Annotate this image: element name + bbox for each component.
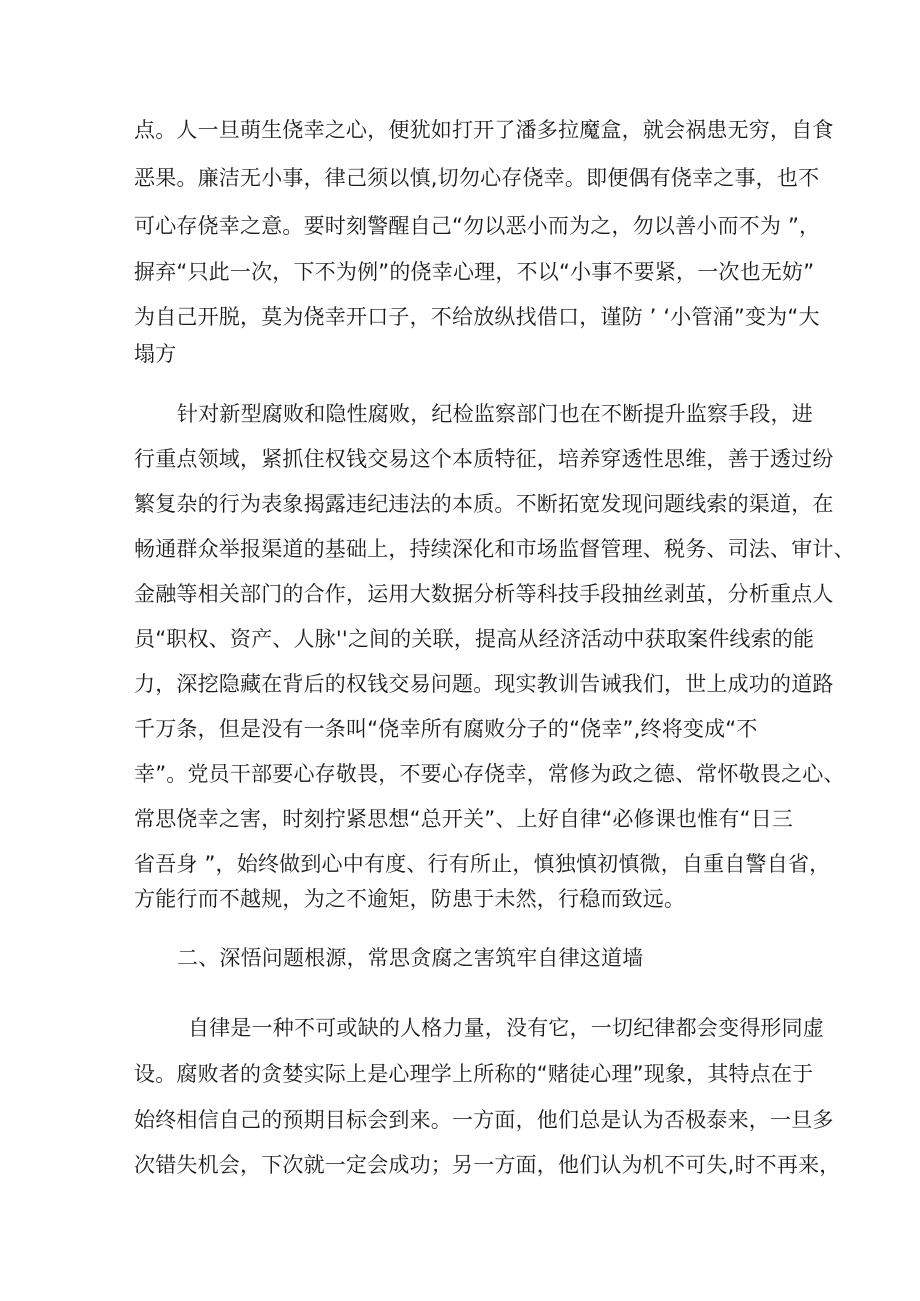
paragraph-line: 摒弃“只此一次，下不为例”的侥幸心理，不以“小事不要紧，一次也无妨” — [134, 260, 815, 284]
paragraph-line: 次错失机会，下次就一定会成功；另一方面，他们认为机不可失,时不再来， — [134, 1153, 841, 1177]
paragraph-line: 繁复杂的行为表象揭露违纪违法的本质。不断拓宽发现问题线索的渠道，在 — [134, 492, 834, 516]
paragraph-line: 塌方 — [134, 342, 177, 366]
heading-line: 二、深悟问题根源，常思贪腐之害筑牢自律这道墙 — [177, 946, 644, 970]
paragraph-line: 为自己开脱，莫为侥幸开口子，不给放纵找借口，谨防 ’ ‘小管涌”变为“大 — [134, 305, 820, 329]
paragraph-line: 方能行而不越规，为之不逾矩，防患于未然，行稳而致远。 — [134, 887, 686, 911]
paragraph-line: 常思侥幸之害，时刻拧紧思想“总开关”、上好自律“必修课也惟有“日三 — [134, 807, 794, 831]
paragraph-line: 可心存侥幸之意。要时刻警醒自己“勿以恶小而为之，勿以善小而不为 ”， — [134, 214, 821, 238]
paragraph-line: 千万条，但是没有一条叫“侥幸所有腐败分子的“侥幸”,终将变成“不 — [134, 717, 758, 741]
paragraph-line: 畅通群众举报渠道的基础上，持续深化和市场监督管理、税务、司法、审计、 — [134, 537, 855, 561]
paragraph-line: 自律是一种不可或缺的人格力量，没有它，一切纪律都会变得形同虚 — [188, 1016, 824, 1040]
paragraph-line: 针对新型腐败和隐性腐败，纪检监察部门也在不断提升监察手段，进 — [177, 402, 813, 426]
paragraph-line: 省吾身 ”，始终做到心中有度、行有所止，慎独慎初慎微，自重自警自省， — [134, 852, 831, 876]
paragraph-line: 金融等相关部门的合作，运用大数据分析等科技手段抽丝剥茧，分析重点人 — [134, 582, 834, 606]
paragraph-line: 点。人一旦萌生侥幸之心，便犹如打开了潘多拉魔盒，就会祸患无穷，自食 — [134, 118, 834, 142]
paragraph-line: 恶果。廉洁无小事，律己须以慎,切勿心存侥幸。即便偶有侥幸之事，也不 — [134, 166, 820, 190]
paragraph-line: 员“职权、资产、人脉''之间的关联，提高从经济活动中获取案件线索的能 — [134, 627, 815, 651]
paragraph-line: 始终相信自己的预期目标会到来。一方面，他们总是认为否极泰来，一旦多 — [134, 1108, 834, 1132]
paragraph-line: 行重点领域，紧抓住权钱交易这个本质特征，培养穿透性思维，善于透过纷 — [134, 447, 834, 471]
paragraph-line: 设。腐败者的贪婪实际上是心理学上所称的“赌徒心理”现象，其特点在于 — [134, 1062, 814, 1086]
paragraph-line: 力，深挖隐藏在背后的权钱交易问题。现实教训告诫我们，世上成功的道路 — [134, 672, 834, 696]
paragraph-line: 幸”。党员干部要心存敬畏，不要心存侥幸，常修为政之德、常怀敬畏之心、 — [134, 762, 845, 786]
